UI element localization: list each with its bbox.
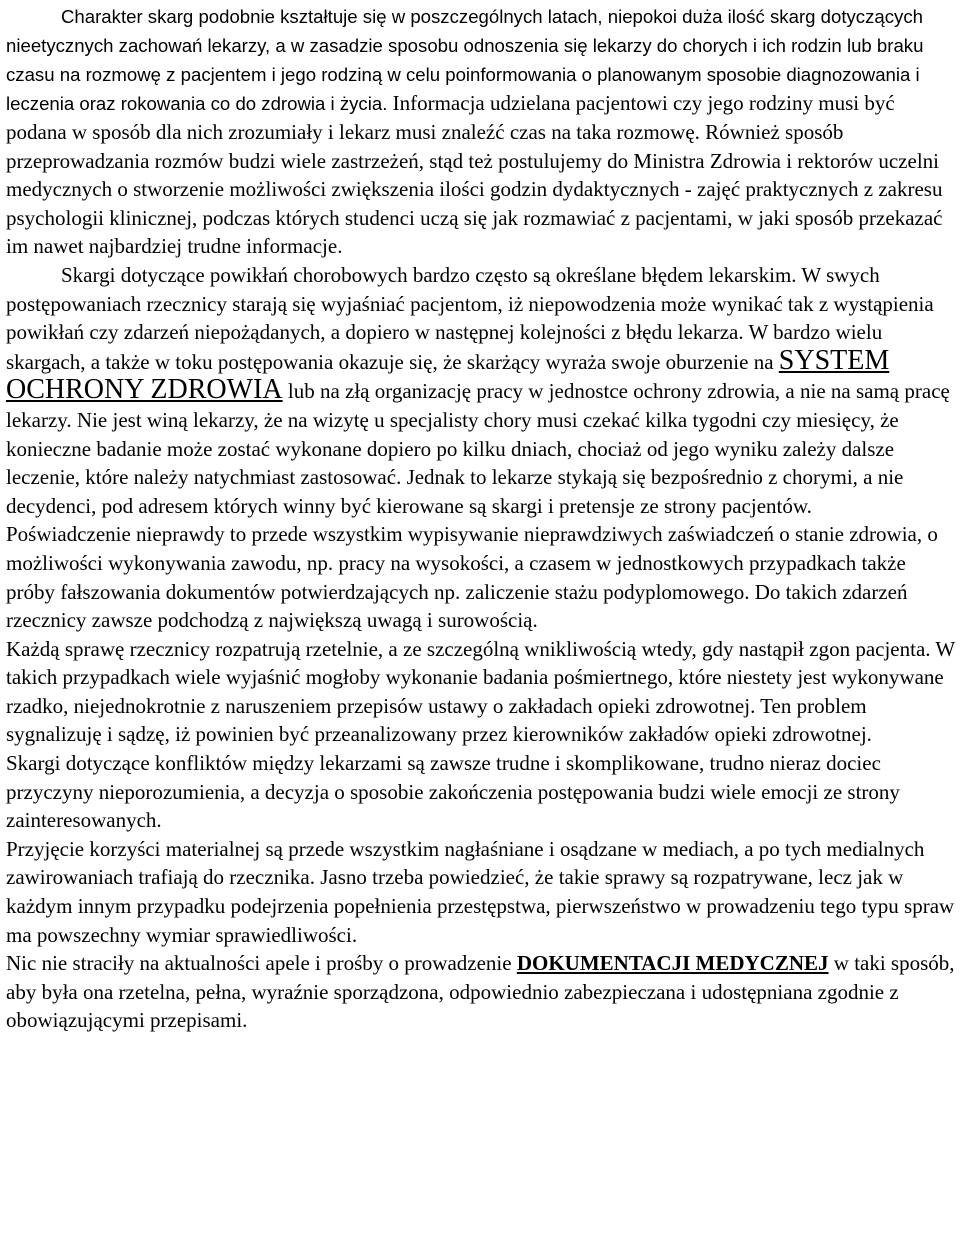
emphasis-system-ochrony-zdrowia: SYSTEM OCHRONY ZDROWIA bbox=[6, 344, 890, 406]
paragraph-material-benefits: Przyjęcie korzyści materialnej są przede wszystkim nagłaśniane i osądzane w mediach, a po tych medialnych zawirowaniach trafiają do rzecznika. Jasno trzeba powiedzieć, że takie sprawy są rozpatrywane, lecz jak w każdym innym przypadku podejrzenia popełnienia przestępstwa, pierwszeństwo w prowadzeniu tego typu spraw ma powszechny wymiar sprawiedliwości. bbox=[6, 836, 955, 947]
paragraph-doctor-conflicts: Skargi dotyczące konfliktów między lekarzami są zawsze trudne i skomplikowane, trudno nieraz dociec przyczyny nieporozumienia, a decyzja o sposobie zakończenia postępowania budzi wiele emocji ze strony zainteresowanych. bbox=[6, 751, 900, 833]
paragraph-medical-documentation bbox=[6, 949, 956, 1035]
emphasis-dokumentacji-medycznej: DOKUMENTACJI MEDYCZNEJ bbox=[516, 951, 829, 976]
text-segment: Skargi dotyczące powikłań chorobowych bardzo często są określane błędem lekarskim. W swych postępowaniach rzecznicy starają się wyjaśniać pacjentom, iż niepowodzenia może wynikać tak z wystąpienia powikłań czy zdarzeń niepożądanych, a dopiero w następnej kolejności z błędu lekarza. W bardzo wielu skargach, a także w toku postępowania okazuje się, że skarżący wyraża swoje oburzenie na bbox=[6, 262, 934, 374]
text-segment-sans: Charakter skarg podobnie kształtuje się w poszczególnych latach, niepokoi duża ilość skarg dotyczących nieetycznych zachowań lekarzy, a w zasadzie sposobu odnoszenia się lekarzy do chorych i ich rodzin lub braku czasu na rozmowę z pacjentem i jego rodziną w celu poinformowania o planowanym sposobie diagnozowania i leczenia oraz rokowania co do zdrowia i życia. bbox=[6, 6, 924, 114]
text-segment: Nic nie straciły na aktualności apele i prośby o prowadzenie bbox=[6, 951, 517, 976]
text-segment: w taki sposób, aby była ona rzetelna, pełna, wyraźnie sporządzona, odpowiednio zabezpieczana i udostępniana zgodnie z obowiązującymi przepisami. bbox=[6, 951, 955, 1033]
text-segment-serif: Również sposób przeprowadzania rozmów budzi wiele zastrzeżeń, stąd też postulujemy do Ministra Zdrowia i rektorów uczelni medycznych o stworzenie możliwości zwiększenia ilości godzin dydaktycznych - zajęć praktycznych z zakresu psychologii klinicznej, podczas których studenci uczą się jak rozmawiać z pacjentami, w jaki sposób przekazać im nawet najbardziej trudne informacje. bbox=[6, 120, 943, 259]
paragraph-complications bbox=[6, 261, 956, 520]
text-segment-serif: Informacja udzielana pacjentowi czy jego rodziny musi być podana w sposób dla nich zrozumiały i lekarz musi znaleźć czas na taka rozmowę. bbox=[6, 91, 895, 144]
paragraph-patient-death: Każdą sprawę rzecznicy rozpatrują rzetelnie, a ze szczególną wnikliwością wtedy, gdy nastąpił zgon pacjenta. W takich przypadkach wiele wyjaśnić mogłoby wykonanie badania pośmiertnego, które niestety jest wykonywane rzadko, niejednokrotnie z naruszeniem przepisów ustawy o zakładach opieki zdrowotnej. Ten problem sygnalizuję i sądzę, iż powinien być przeanalizowany przez kierowników zakładów opieki zdrowotnej. bbox=[6, 636, 955, 747]
paragraph-false-certification: Poświadczenie nieprawdy to przede wszystkim wypisywanie nieprawdziwych zaświadczeń o stanie zdrowia, o możliwości wykonywania zawodu, np. pracy na wysokości, a czasem w jednostkowych przypadkach także próby fałszowania dokumentów potwierdzających np. zaliczenie stażu podyplomowego. Do takich zdarzeń rzecznicy zawsze podchodzą z największą uwagą i surowością. bbox=[6, 522, 938, 633]
paragraph-complaint-character bbox=[6, 2, 956, 261]
text-segment: lub na złą organizację pracy w jednostce ochrony zdrowia, a nie na samą pracę lekarzy. Nie jest winą lekarzy, że na wizytę u specjalisty chory musi czekać kilka tygodni czy miesięcy, że konieczne badanie może zostać wykonane dopiero po kilku dniach, chociaż od jego wyniku zależy dalsze leczenie, które należy natychmiast zastosować. Jednak to lekarze stykają się bezpośrednio z chorymi, a nie decydenci, pod adresem których winny być kierowane są skargi i pretensje ze strony pacjentów. bbox=[6, 379, 950, 518]
